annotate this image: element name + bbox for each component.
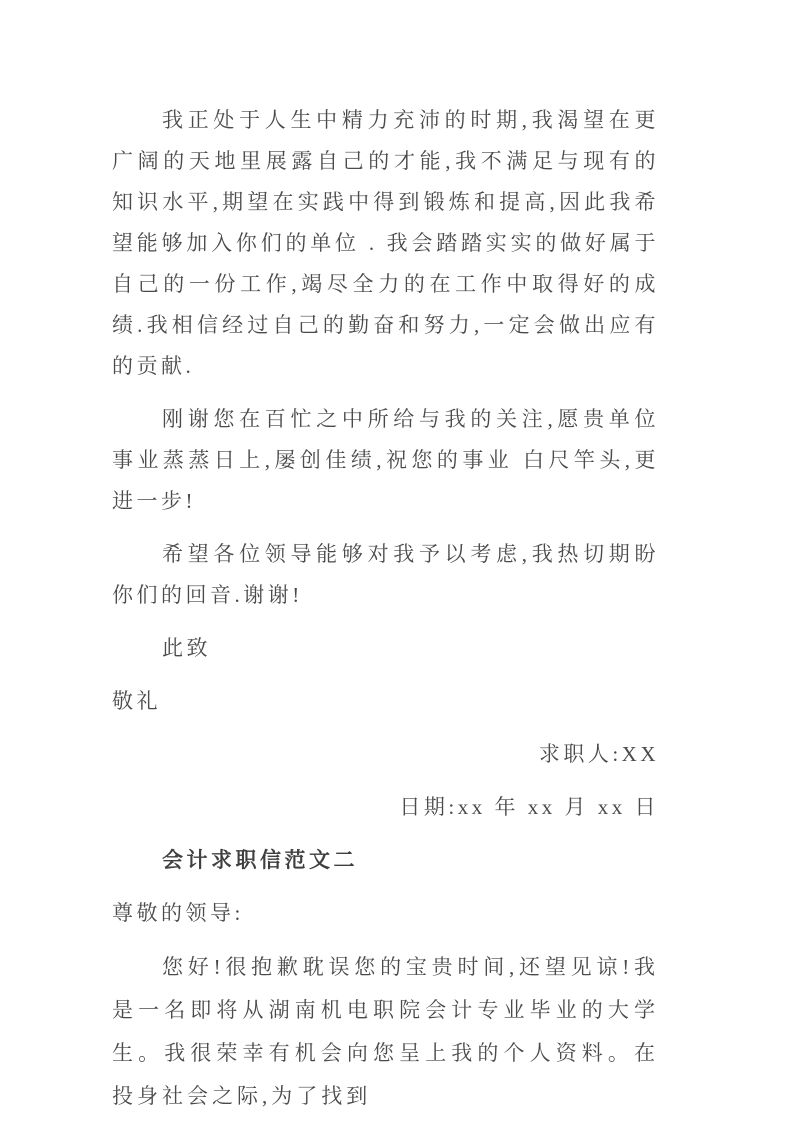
paragraph-self-motivation: 我正处于人生中精力充沛的时期,我渴望在更广阔的天地里展露自己的才能,我不满足与现有的知识水平,期望在实践中得到锻炼和提高,因此我希望能够加入你们的单位 . 我会踏踏实实的做好属于自己的一份工作,竭尽全力的在工作中取得好的成绩.我相信经过自己的勤奋和努力,一定会做出应有的贡献.: [112, 108, 659, 378]
closing-jingli: 敬礼: [112, 689, 161, 713]
salutation-letter-two: 尊敬的领导:: [112, 901, 244, 925]
closing-cizhi: 此致: [162, 636, 211, 660]
paragraph-letter-two-intro: 您好!很抱歉耽误您的宝贵时间,还望见谅!我是一名即将从湖南机电职院会计专业毕业的大学生。我很荣幸有机会向您呈上我的个人资料。在投身社会之际,为了找到: [112, 955, 659, 1108]
date-line: 日期:xx 年 xx 月 xx 日: [399, 795, 659, 819]
signature-line: 求职人:XX: [538, 742, 659, 766]
paragraph-hope-reply: 希望各位领导能够对我予以考虑,我热切期盼你们的回音.谢谢!: [112, 542, 659, 607]
paragraph-gratitude-wishes: 刚谢您在百忙之中所给与我的关注,愿贵单位事业蒸蒸日上,屡创佳绩,祝您的事业 白尺竿头,更进一步!: [112, 407, 659, 513]
section-heading-letter-two: 会计求职信范文二: [162, 848, 358, 872]
